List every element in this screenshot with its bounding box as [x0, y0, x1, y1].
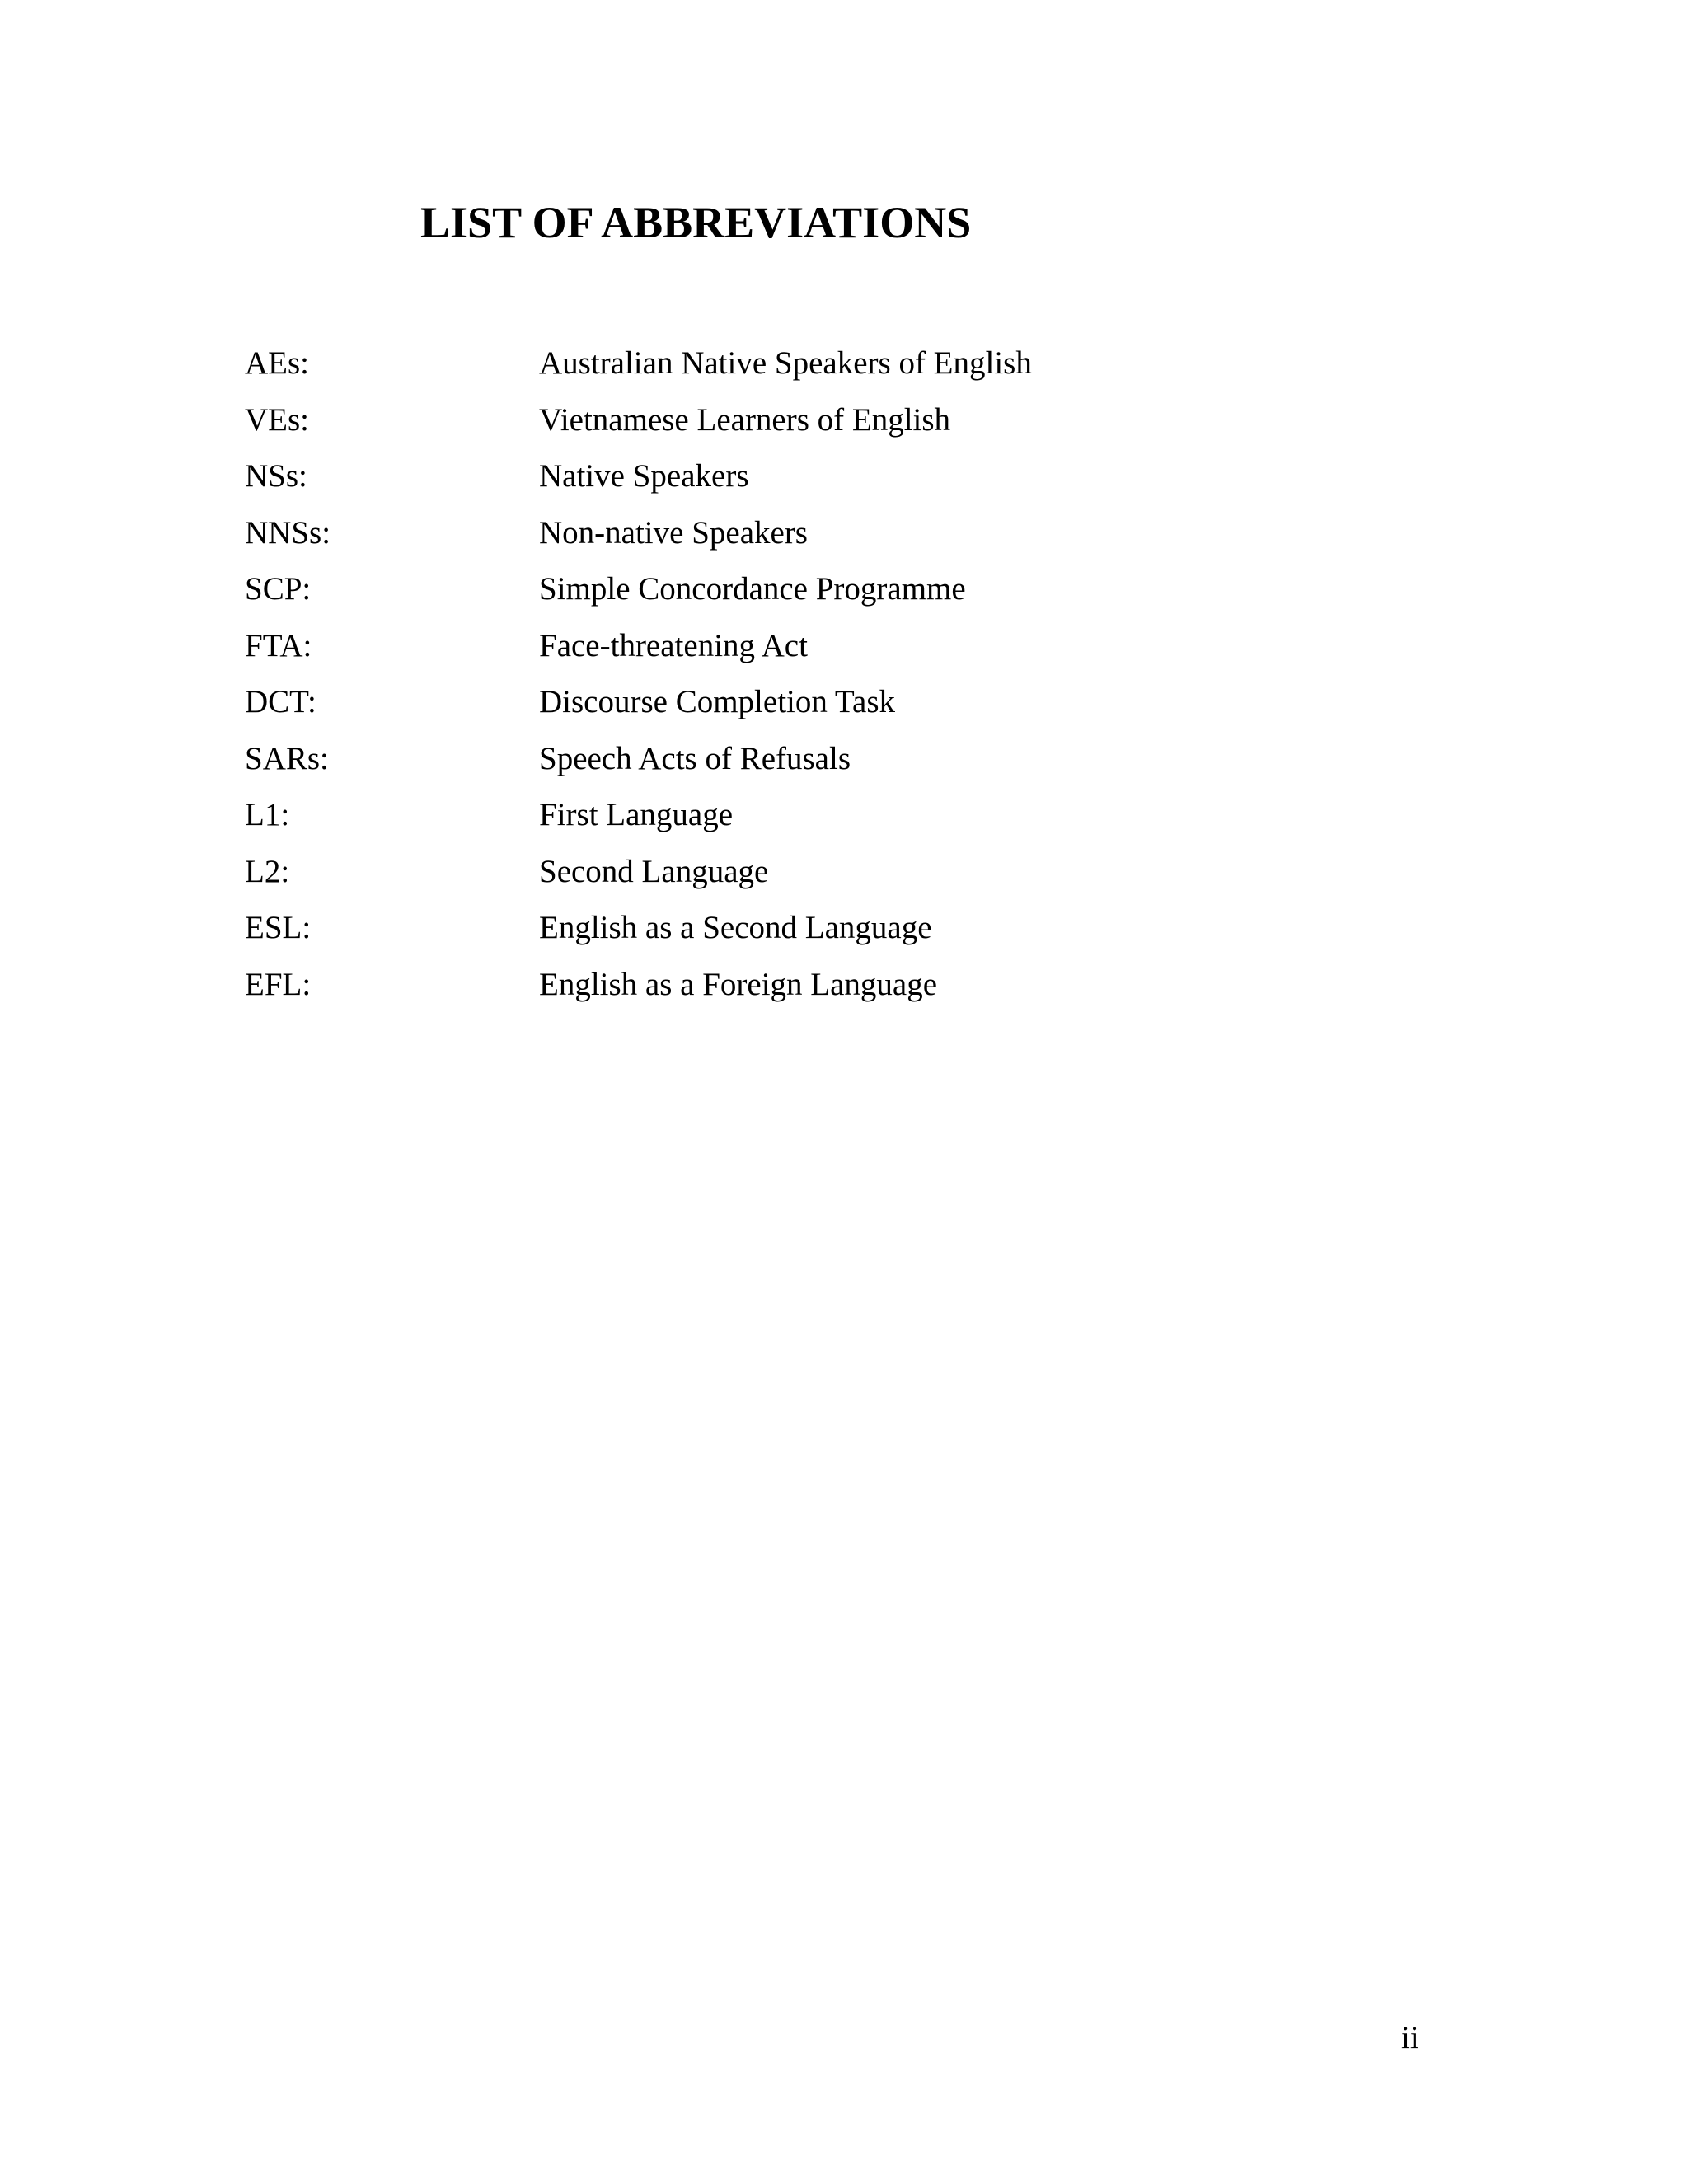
abbreviation-definition: Simple Concordance Programme: [539, 571, 966, 607]
abbreviation-term: L1:: [245, 797, 290, 832]
abbreviation-definition: English as a Second Language: [539, 910, 932, 945]
abbreviation-row: [245, 342, 1032, 399]
abbreviation-definition: Vietnamese Learners of English: [539, 401, 951, 438]
abbreviation-row: [245, 568, 1032, 625]
abbreviation-definition: Speech Acts of Refusals: [539, 740, 851, 776]
abbreviation-term: NSs:: [245, 458, 307, 494]
abbreviation-term: SCP:: [245, 571, 312, 607]
abbreviation-term: FTA:: [245, 627, 312, 663]
abbreviation-term: ESL:: [245, 910, 312, 945]
abbreviation-definition: First Language: [539, 797, 734, 832]
abbreviation-term: VEs:: [245, 401, 309, 438]
abbreviation-term: EFL:: [245, 966, 312, 1002]
abbreviation-term: SARs:: [245, 740, 329, 776]
page-number: ii: [1401, 2020, 1419, 2055]
abbreviation-definition: Australian Native Speakers of English: [539, 345, 1032, 381]
abbreviation-row: [245, 907, 1032, 963]
abbreviation-definition: Non-native Speakers: [539, 514, 808, 551]
abbreviation-term: NNSs:: [245, 514, 331, 551]
abbreviation-row: [245, 512, 1032, 569]
abbreviation-row: [245, 455, 1032, 512]
abbreviation-row: [245, 794, 1032, 851]
abbreviation-term: L2:: [245, 853, 290, 889]
abbreviation-term: AEs:: [245, 345, 309, 381]
abbreviation-row: [245, 399, 1032, 456]
abbreviation-row: [245, 963, 1032, 1020]
abbreviation-row: [245, 738, 1032, 794]
abbreviation-definition: Second Language: [539, 853, 769, 889]
abbreviation-row: [245, 681, 1032, 738]
abbreviation-row: [245, 625, 1032, 682]
abbreviation-term: DCT:: [245, 684, 316, 719]
abbreviation-definition: Face-threatening Act: [539, 627, 808, 663]
abbreviation-list: [245, 342, 1032, 1019]
abbreviation-definition: English as a Foreign Language: [539, 966, 938, 1002]
abbreviation-definition: Native Speakers: [539, 458, 749, 494]
page-title: LIST OF ABBREVIATIONS: [420, 198, 972, 247]
abbreviation-row: [245, 851, 1032, 907]
abbreviation-definition: Discourse Completion Task: [539, 684, 896, 719]
